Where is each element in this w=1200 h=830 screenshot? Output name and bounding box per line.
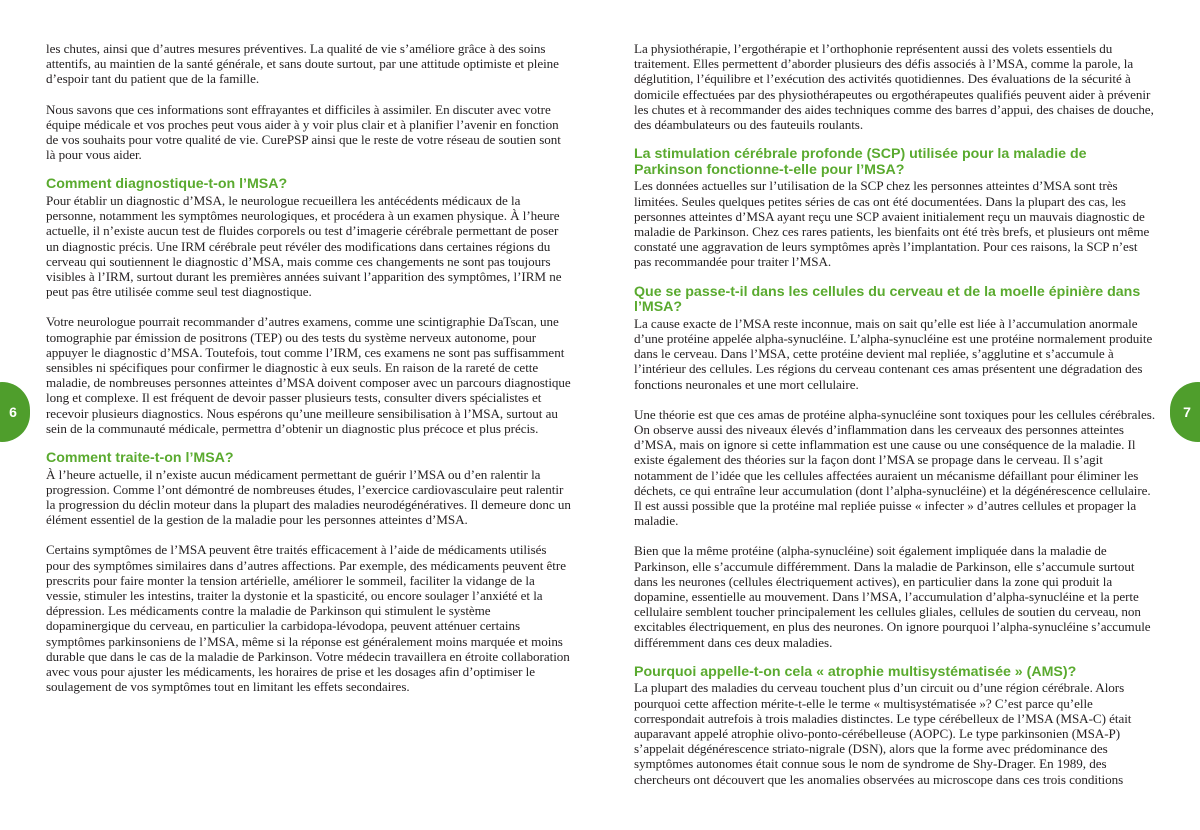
section-heading-ams: Pourquoi appelle-t-on cela « atrophie multisystématisée » (AMS)? [634, 663, 1077, 680]
paragraph: Pour établir un diagnostic d’MSA, le neurologue recueillera les antécédents médicaux de la personne, notamment les symptômes neurologiques, et procédera à un examen physique. À l’heure actuelle, il n’existe aucun test de fluides corporels ou test d’imagerie cérébrale permettant de poser un diagnostic précis. Une IRM cérébrale peut révéler des modifications dans certaines régions du cerveau qui soutiennent le diagnostic d’MSA, mais comme ces changements ne sont pas toujours visibles à l’IRM, surtout durant les premières années suivant l’apparition des symptômes, l’IRM ne peut pas être utilisée comme seul test diagnostique. [46, 193, 562, 300]
section-heading-cellules: Que se passe-t-il dans les cellules du cerveau et de la moelle épinière dans l’MSA? [634, 283, 1141, 316]
page-number: 7 [1183, 404, 1191, 420]
page-number-tab-left [0, 382, 30, 442]
paragraph: Votre neurologue pourrait recommander d’autres examens, comme une scintigraphie DaTscan, une tomographie par émission de positrons (TEP) ou des tests du système nerveux autonome, pour appuyer le diagnostic d’MSA. Toutefois, tout comme l’IRM, ces examens ne sont pas suffisamment sensibles ni spécifiques pour confirmer le diagnostic à eux seuls. En raison de la rareté de cette maladie, de nombreuses personnes atteintes d’MSA doivent composer avec un parcours diagnostique long et complexe. Il est fréquent de devoir passer plusieurs tests, consulter divers spécialistes et recevoir plusieurs diagnostics. Nous espérons qu’une meilleure sensibilisation à l’MSA, surtout au sein de la communauté médicale, permettra d’obtenir un diagnostic plus précoce et plus précis. [46, 314, 571, 436]
paragraph: La cause exacte de l’MSA reste inconnue, mais on sait qu’elle est liée à l’accumulation anormale d’une protéine appelée alpha-synucléine. L’alpha-synucléine est une protéine normalement produite dans le cerveau. Dans l’MSA, cette protéine devient mal repliée, s’agglutine et s’accumule à l’intérieur des cellules. Les régions du cerveau contenant ces amas présentent une dégradation des fonctions neuronales et une mort cellulaire. [634, 315, 1153, 392]
right-text-column [634, 41, 1156, 802]
section-heading-traitement: Comment traite-t-on l’MSA? [46, 450, 234, 467]
paragraph: Nous savons que ces informations sont effrayantes et difficiles à assimiler. En discuter avec votre équipe médicale et vos proches peut vous aider à y voir plus clair et à planifier l’avenir en fonction de vos souhaits pour votre qualité de vie. CurePSP ainsi que le reste de votre réseau de soutien sont là pour vous aider. [46, 101, 561, 163]
paragraph: Une théorie est que ces amas de protéine alpha-synucléine sont toxiques pour les cellules cérébrales. On observe aussi des niveaux élevés d’inflammation dans les cerveaux des personnes atteintes d’MSA, mais on ignore si cette inflammation est une cause ou une conséquence de la maladie. Il existe également des théories sur la façon dont l’MSA se propage dans le cerveau. Il s’agit notamment de l’idée que les cellules affectées auraient un mécanisme défaillant pour éliminer les déchets, ce qui entraîne leur accumulation (dont l’alpha-synucléine) et la dégénérescence cellulaire. Il est aussi possible que la protéine mal repliée puisse « infecter » d’autres cellules et propager la maladie. [634, 406, 1156, 529]
paragraph: Les données actuelles sur l’utilisation de la SCP chez les personnes atteintes d’MSA sont très limitées. Seules quelques petites séries de cas ont été documentées. Dans la plupart des cas, les personnes atteintes d’MSA ayant reçu une SCP avaient initialement reçu un mauvais diagnostic de maladie de Parkinson. Chez ces rares patients, les bienfaits ont été très brefs, et plusieurs ont même constaté une aggravation de leurs symptômes après l’implantation. Pour ces raisons, la SCP n’est pas recommandée pour traiter l’MSA. [634, 178, 1150, 270]
right-page [600, 0, 1200, 830]
paragraph: les chutes, ainsi que d’autres mesures préventives. La qualité de vie s’améliore grâce à des soins attentifs, au maintien de la santé générale, et sans doute surtout, par une attitude optimiste et pleine d’espoir tant du patient que de la famille. [46, 41, 559, 87]
paragraph: La plupart des maladies du cerveau touchent plus d’un circuit ou d’une région cérébrale. Alors pourquoi cette affection mérite-t-elle le terme « multisystématisée »? C’est parce qu’elle correspondait autrefois à trois maladies distinctes. Le type cérébelleux de l’MSA (MSA-C) était auparavant appelé atrophie olivo-ponto-cérébelleuse (AOPC). Le type parkinsonien (MSA-P) s’appelait dégénérescence striato-nigrale (DSN), alors que la forme avec prédominance des symptômes autonomes était connue sous le nom de syndrome de Shy-Drager. En 1989, des chercheurs ont découvert que les anomalies observées au microscope dans ces trois conditions [634, 680, 1132, 787]
paragraph: À l’heure actuelle, il n’existe aucun médicament permettant de guérir l’MSA ou d’en ralentir la progression. Comme l’ont démontré de nombreuses études, l’exercice cardiovasculaire peut ralentir la progression du déclin moteur dans la plupart des maladies neurodégénératives. Il demeure donc un élément essentiel de la gestion de la maladie pour les personnes atteintes d’MSA. [46, 466, 571, 528]
section-heading-diagnostic: Comment diagnostique-t-on l’MSA? [46, 176, 288, 193]
section-heading-scp: La stimulation cérébrale profonde (SCP) utilisée pour la maladie de Parkinson fonctionne-t-elle pour l’MSA? [634, 146, 1087, 178]
page-number: 6 [9, 404, 17, 420]
left-text-column [46, 41, 571, 710]
paragraph: La physiothérapie, l’ergothérapie et l’orthophonie représentent aussi des volets essentiels du traitement. Elles permettent d’aborder plusieurs des défis associés à l’MSA, comme la parole, la déglutition, l’équilibre et l’exécution des activités quotidiennes. Des évaluations de la sécurité à domicile effectuées par des physiothérapeutes ou ergothérapeutes qualifiés peuvent aider à prévenir les chutes et à recommander des aides techniques comme des barres d’appui, des chaises de douche, des déambulateurs ou des fauteuils roulants. [634, 41, 1154, 133]
paragraph: Bien que la même protéine (alpha-synucléine) soit également impliquée dans la maladie de Parkinson, elle s’accumule différemment. Dans la maladie de Parkinson, elle s’accumule surtout dans les neurones (cellules électriquement actives), en particulier dans la zone qui produit la dopamine, essentielle au mouvement. Dans l’MSA, l’accumulation d’alpha-synucléine et la perte cellulaire semblent toucher principalement les cellules gliales, cellules de soutien du cerveau, non excitables électriquement, en plus des neurones. On ignore pourquoi l’alpha-synucléine s’accumule différemment dans ces deux maladies. [634, 543, 1151, 650]
page-number-tab-right [1170, 382, 1200, 442]
paragraph: Certains symptômes de l’MSA peuvent être traités efficacement à l’aide de médicaments utilisés pour des symptômes similaires dans d’autres affections. Par exemple, des médicaments peuvent être prescrits pour faire monter la tension artérielle, améliorer le sommeil, faciliter la vidange de la vessie, stimuler les intestins, traiter la dystonie et la spasticité, ou encore soulager l’anxiété et la dépression. Les médicaments contre la maladie de Parkinson qui stimulent le système dopaminergique du cerveau, en particulier la carbidopa-lévodopa, peuvent atténuer certains symptômes parkinsoniens de l’MSA, même si la réponse est généralement moins marquée et moins durable que dans le cas de la maladie de Parkinson. Votre médecin travaillera en étroite collaboration avec vous pour ajuster les médicaments, les horaires de prise et les dosages afin d’optimiser le soulagement de vos symptômes tout en limitant les effets secondaires. [46, 542, 570, 695]
